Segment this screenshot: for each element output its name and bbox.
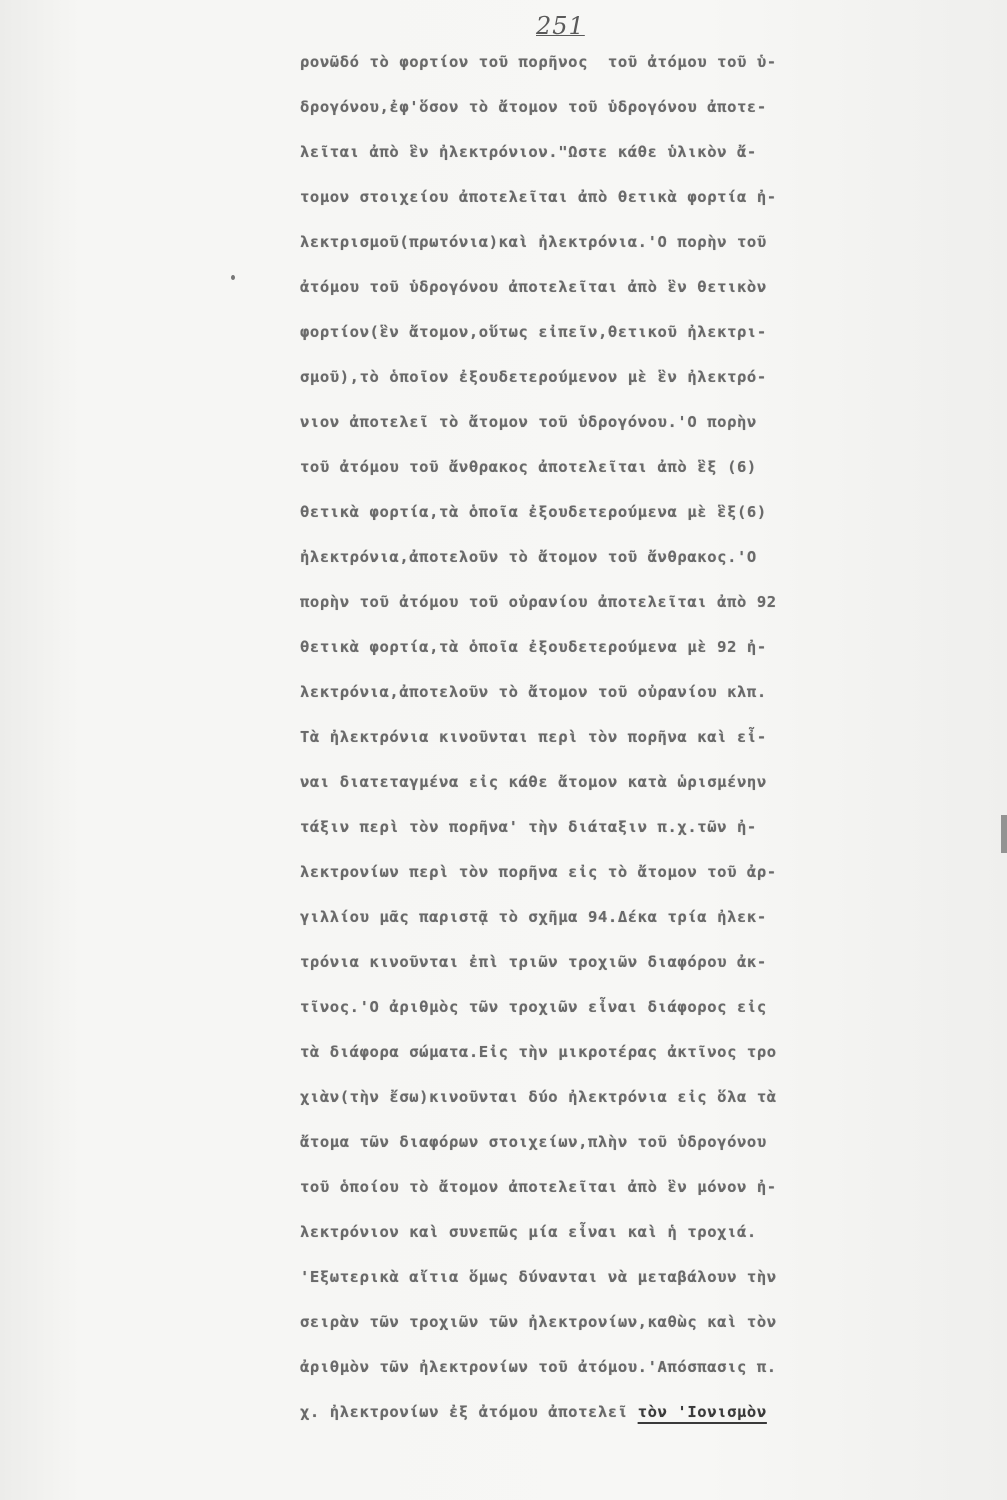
text-line: τρόνια κινοῦνται ἐπὶ τριῶν τροχιῶν διαφόρου ἀκ- <box>300 953 767 971</box>
text-line: φορτίον(ἓν ἄτομον,οὕτως εἰπεῖν,θετικοῦ ἠλεκτρι- <box>300 323 767 341</box>
text-line: χιὰν(τὴν ἔσω)κινοῦνται δύο ἠλεκτρόνια εἰς ὅλα τὰ <box>300 1088 777 1106</box>
text-line-last-start: χ. ἠλεκτρονίων ἐξ ἀτόμου ἀποτελεῖ <box>300 1403 638 1421</box>
body-text <box>300 40 945 1435</box>
text-line: Τὰ ἠλεκτρόνια κινοῦνται περὶ τὸν πορῆνα καὶ εἶ- <box>300 728 767 746</box>
text-line: γιλλίου μᾶς παριστᾷ τὸ σχῆμα 94.Δέκα τρία ἠλεκ- <box>300 908 767 926</box>
text-line: θετικὰ φορτία,τὰ ὁποῖα ἐξουδετερούμενα μὲ 92 ἠ- <box>300 638 767 656</box>
text-line: σμοῦ),τὸ ὁποῖον ἐξουδετερούμενον μὲ ἓν ἠλεκτρό- <box>300 368 767 386</box>
underlined-term: τὸν 'Ιονισμὸν <box>637 1403 767 1421</box>
text-line: ἄτομα τῶν διαφόρων στοιχείων,πλὴν τοῦ ὑδρογόνου <box>300 1133 767 1151</box>
text-line: ναι διατεταγμένα εἰς κάθε ἄτομον κατὰ ὡρισμένην <box>300 773 767 791</box>
text-line: λεκτρισμοῦ(πρωτόνια)καὶ ἠλεκτρόνια.'Ο πορὴν τοῦ <box>300 233 767 251</box>
text-line: πορὴν τοῦ ἀτόμου τοῦ οὐρανίου ἀποτελεῖται ἀπὸ 92 <box>300 593 777 611</box>
text-line: τάξιν περὶ τὸν πορῆνα' τὴν διάταξιν π.χ.τῶν ἠ- <box>300 818 757 836</box>
text-line: ρονῶδό τὸ φορτίον τοῦ πορῆνος τοῦ ἀτόμου τοῦ ὑ- <box>300 53 777 71</box>
margin-mark <box>231 275 235 280</box>
text-line: τομον στοιχείου ἀποτελεῖται ἀπὸ θετικὰ φορτία ἠ- <box>300 188 777 206</box>
text-line: ἀριθμὸν τῶν ἠλεκτρονίων τοῦ ἀτόμου.'Απόσπασις π. <box>300 1358 777 1376</box>
text-line: λεκτρόνιον καὶ συνεπῶς μία εἶναι καὶ ἡ τροχιά. <box>300 1223 757 1241</box>
text-line: λεκτρόνια,ἀποτελοῦν τὸ ἄτομον τοῦ οὐρανίου κλπ. <box>300 683 767 701</box>
scan-edge-mark <box>1001 815 1007 853</box>
text-line: τὰ διάφορα σώματα.Εἰς τὴν μικροτέρας ἀκτῖνος τρο <box>300 1043 777 1061</box>
text-line: νιον ἀποτελεῖ τὸ ἄτομον τοῦ ὑδρογόνου.'Ο πορὴν <box>300 413 757 431</box>
text-line: σειρὰν τῶν τροχιῶν τῶν ἠλεκτρονίων,καθὼς καὶ τὸν <box>300 1313 777 1331</box>
page-number: 251 <box>536 12 585 40</box>
text-line: λεῖται ἀπὸ ἓν ἠλεκτρόνιον."Ωστε κάθε ὑλικὸν ἄ- <box>300 143 757 161</box>
text-line: τοῦ ἀτόμου τοῦ ἄνθρακος ἀποτελεῖται ἀπὸ ἓξ (6) <box>300 458 757 476</box>
text-line: δρογόνου,ἐφ'ὅσον τὸ ἄτομον τοῦ ὑδρογόνου ἀποτε- <box>300 98 767 116</box>
text-line: 'Εξωτερικὰ αἴτια ὅμως δύνανται νὰ μεταβάλουν τὴν <box>300 1268 777 1286</box>
text-line: ἀτόμου τοῦ ὑδρογόνου ἀποτελεῖται ἀπὸ ἓν θετικὸν <box>300 278 767 296</box>
text-line: τοῦ ὁποίου τὸ ἄτομον ἀποτελεῖται ἀπὸ ἓν μόνον ἠ- <box>300 1178 777 1196</box>
text-line: ἠλεκτρόνια,ἀποτελοῦν τὸ ἄτομον τοῦ ἄνθρακος.'Ο <box>300 548 757 566</box>
text-line: τῖνος.'Ο ἀριθμὸς τῶν τροχιῶν εἶναι διάφορος εἰς <box>300 998 767 1016</box>
text-line-last <box>300 1390 945 1435</box>
text-line: λεκτρονίων περὶ τὸν πορῆνα εἰς τὸ ἄτομον τοῦ ἀρ- <box>300 863 777 881</box>
text-line: θετικὰ φορτία,τὰ ὁποῖα ἐξουδετερούμενα μὲ ἓξ(6) <box>300 503 767 521</box>
